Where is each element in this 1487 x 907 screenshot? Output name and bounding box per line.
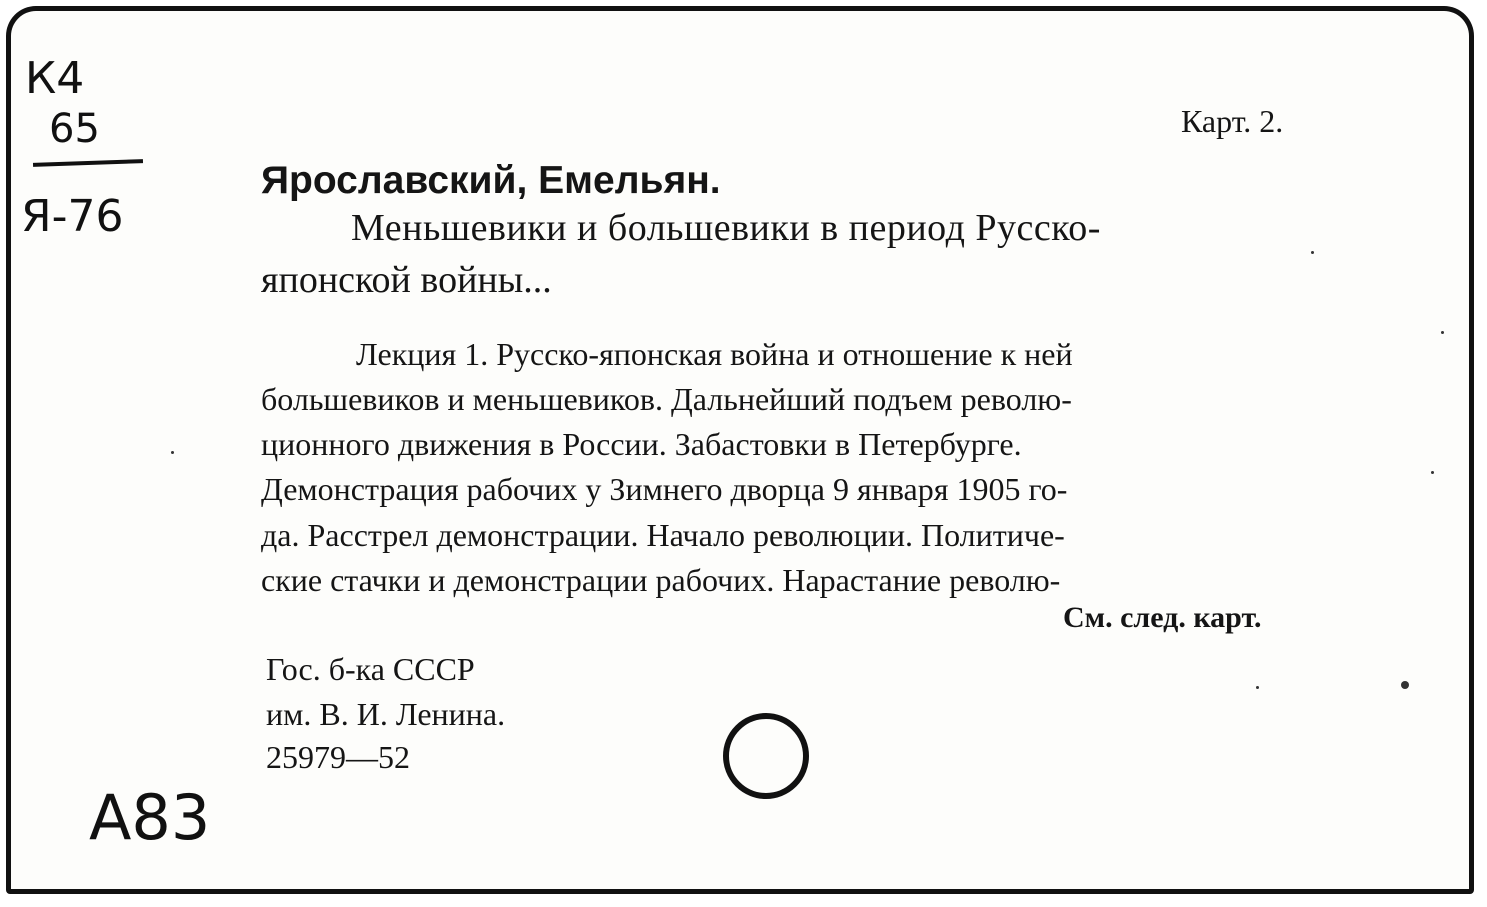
speck [1431, 471, 1434, 474]
speck [1401, 681, 1409, 689]
author-heading: Ярославский, Емельян. [261, 159, 721, 202]
contents-line-3: ционного движения в России. Забастовки в Петербурге. [261, 426, 1022, 462]
speck [1311, 251, 1314, 254]
see-next-card-note: См. след. карт. [1063, 601, 1262, 634]
speck [171, 451, 174, 454]
shelf-mark-top: К4 [25, 53, 85, 104]
contents-line-6: ские стачки и демонстрации рабочих. Нарастание револю- [261, 562, 1061, 598]
contents-line-2: большевиков и меньшевиков. Дальнейший подъем револю- [261, 381, 1072, 417]
author-mark-handwritten: А83 [89, 781, 211, 854]
catalog-card [6, 6, 1474, 894]
shelf-mark-middle: 65 [49, 106, 100, 152]
shelf-mark-divider [33, 159, 143, 167]
contents-line-5: да. Расстрел демонстрации. Начало революции. Политиче- [261, 517, 1065, 553]
library-name: Гос. б-ка СССР [266, 651, 475, 687]
library-code: 25979—52 [266, 739, 410, 775]
shelf-mark-bottom: Я-76 [21, 191, 124, 242]
contents-line-1: Лекция 1. Русско-японская война и отношение к ней [356, 336, 1073, 372]
card-number: Карт. 2. [1181, 103, 1284, 139]
contents-line-4: Демонстрация рабочих у Зимнего дворца 9 января 1905 го- [261, 471, 1068, 507]
card-punch-hole [723, 713, 809, 799]
title-line-2: японской войны... [261, 259, 552, 301]
speck [1441, 331, 1444, 334]
title-line-1: Меньшевики и большевики в период Русско- [351, 207, 1101, 249]
speck [1256, 686, 1259, 689]
library-name-2: им. В. И. Ленина. [266, 696, 506, 732]
